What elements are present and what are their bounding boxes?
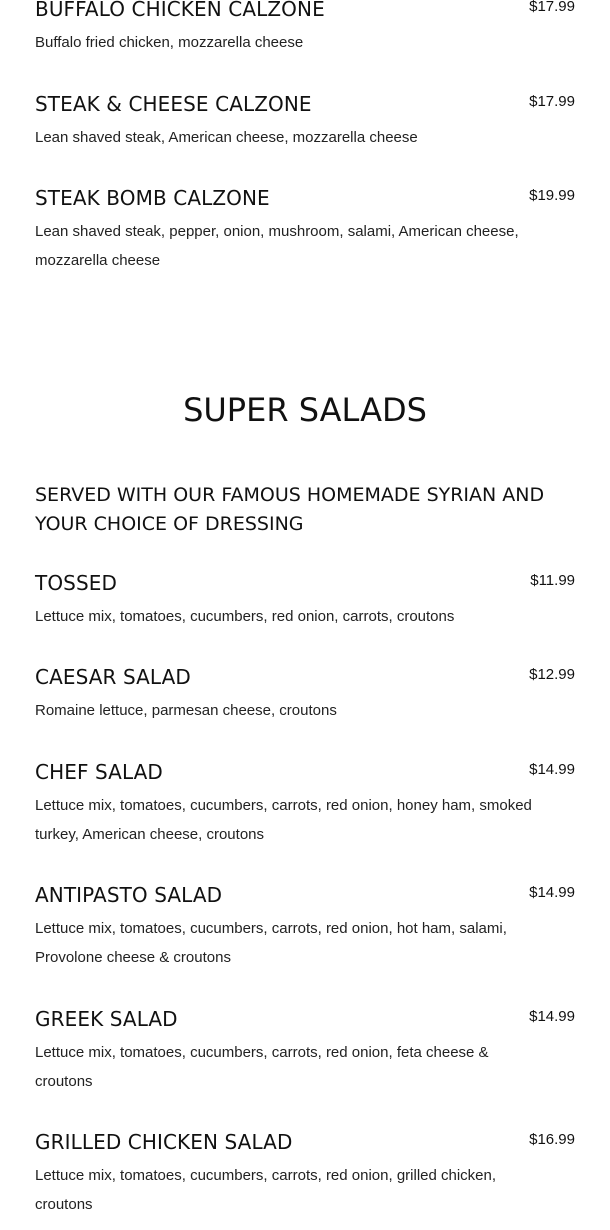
menu-item-name: STEAK BOMB CALZONE (35, 186, 270, 210)
menu-item-description: Buffalo fried chicken, mozzarella cheese (35, 34, 304, 51)
menu-item-price: $16.99 (529, 1131, 575, 1148)
menu-item-description: Lettuce mix, tomatoes, cucumbers, carrots, red onion, hot ham, salami, Provolone cheese & croutons (35, 920, 507, 966)
menu-item-price: $19.99 (529, 187, 575, 204)
section-note: SERVED WITH OUR FAMOUS HOMEMADE SYRIAN AND YOUR CHOICE OF DRESSING (35, 484, 545, 535)
menu-item-caesar-salad (35, 665, 575, 725)
menu-item-antipasto-salad (35, 883, 575, 972)
menu-item-steak-cheese-calzone (35, 92, 575, 152)
menu-item-buffalo-chicken-calzone (35, 0, 575, 57)
menu-item-name: STEAK & CHEESE CALZONE (35, 92, 312, 116)
menu-item-description: Lean shaved steak, American cheese, mozzarella cheese (35, 129, 418, 146)
menu-item-name: CAESAR SALAD (35, 665, 191, 689)
menu-item-price: $14.99 (529, 1008, 575, 1025)
menu-item-price: $12.99 (529, 666, 575, 683)
menu-item-greek-salad (35, 1007, 575, 1096)
menu-item-price: $14.99 (529, 884, 575, 901)
menu-item-price: $17.99 (529, 0, 575, 15)
menu-item-name: TOSSED (35, 571, 117, 595)
menu-item-grilled-chicken-salad (35, 1130, 575, 1219)
menu-item-price: $14.99 (529, 761, 575, 778)
menu-item-name: GREEK SALAD (35, 1007, 178, 1031)
section-title: SUPER SALADS (183, 391, 427, 429)
menu-item-name: ANTIPASTO SALAD (35, 883, 223, 907)
menu-item-description: Lettuce mix, tomatoes, cucumbers, carrots, red onion, grilled chicken, croutons (35, 1167, 497, 1213)
menu-item-description: Lean shaved steak, pepper, onion, mushroom, salami, American cheese, mozzarella cheese (35, 223, 519, 269)
menu-item-description: Lettuce mix, tomatoes, cucumbers, carrots, red onion, feta cheese & croutons (35, 1044, 489, 1090)
menu-item-steak-bomb-calzone (35, 186, 575, 275)
menu-item-price: $17.99 (529, 93, 575, 110)
menu-item-name: BUFFALO CHICKEN CALZONE (35, 0, 325, 21)
menu-item-name: GRILLED CHICKEN SALAD (35, 1130, 293, 1154)
menu-item-description: Lettuce mix, tomatoes, cucumbers, carrots, red onion, honey ham, smoked turkey, American cheese, croutons (35, 797, 532, 843)
menu-item-chef-salad (35, 760, 575, 849)
menu-item-price: $11.99 (530, 572, 575, 589)
menu-item-tossed (35, 571, 575, 631)
menu-item-description: Lettuce mix, tomatoes, cucumbers, red onion, carrots, croutons (35, 608, 455, 625)
menu-item-name: CHEF SALAD (35, 760, 163, 784)
menu-item-description: Romaine lettuce, parmesan cheese, croutons (35, 702, 337, 719)
